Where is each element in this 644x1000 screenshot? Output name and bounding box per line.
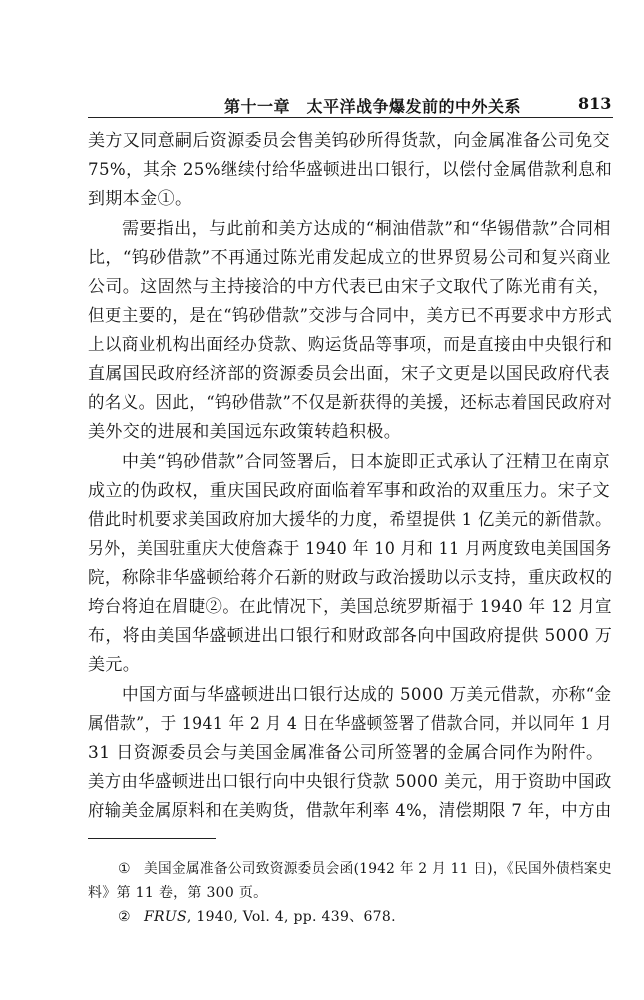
text-line: 院，称除非华盛顿给蒋介石新的财政与政治援助以示支持，重庆政权的: [88, 568, 613, 588]
running-header-chapter-title: 第十一章 太平洋战争爆发前的中外关系: [224, 97, 522, 116]
footnote-1-marker: ①: [118, 861, 131, 877]
text-line: 到期本金①。: [88, 189, 193, 209]
text-line: 另外，美国驻重庆大使詹森于 1940 年 10 月和 11 月两度致电美国国务: [88, 539, 612, 559]
page-number: 813: [578, 94, 612, 113]
text-line: 上以商业机构出面经办贷款、购运货品等事项，而是直接由中央银行和: [88, 335, 613, 355]
text-line: 直属国民政府经济部的资源委员会出面，宋子文更是以国民政府代表: [88, 364, 610, 384]
text-line: 公司。这固然与主持接洽的中方代表已由宋子文取代了陈光甫有关，: [88, 277, 610, 297]
text-line: 中美“钨砂借款”合同签署后，日本旋即正式承认了汪精卫在南京: [122, 452, 610, 472]
footnote-2-marker: ②: [118, 909, 131, 925]
footnote-1-line-2: 料》第 11 卷，第 300 页。: [88, 885, 268, 901]
text-line: 需要指出，与此前和美方达成的“桐油借款”和“华锡借款”合同相: [122, 219, 611, 239]
text-line: 布，将由美国华盛顿进出口银行和财政部各向中国政府提供 5000 万: [88, 626, 613, 646]
text-line: 美外交的进展和美国远东政策转趋积极。: [88, 422, 402, 442]
text-line: 但更主要的，是在“钨砂借款”交涉与合同中，美方已不再要求中方形式: [88, 306, 613, 326]
text-line: 比，“钨砂借款”不再通过陈光甫发起成立的世界贸易公司和复兴商业: [88, 248, 611, 268]
text-line: 美元。: [88, 655, 141, 675]
header-rule: [88, 117, 613, 118]
text-line: 75%，其余 25%继续付给华盛顿进出口银行，以偿付金属借款利息和: [88, 160, 613, 180]
text-line: 借此时机要求美国政府加大援华的力度，希望提供 1 亿美元的新借款。: [88, 510, 612, 530]
text-line: 美方又同意嗣后资源委员会售美钨砂所得货款，向金属准备公司免交: [88, 131, 610, 151]
text-line: 美方由华盛顿进出口银行向中央银行贷款 5000 美元，用于资助中国政: [88, 772, 612, 792]
text-line: 31 日资源委员会与美国金属准备公司所签署的金属合同作为附件。: [88, 743, 604, 763]
footnote-2-source-abbrev: FRUS: [144, 909, 187, 925]
text-line: 的名义。因此，“钨砂借款”不仅是新获得的美援，还标志着国民政府对: [88, 393, 613, 413]
footnote-2-line: [144, 908, 396, 926]
footnote-1-line-1: 美国金属准备公司致资源委员会函(1942 年 2 月 11 日)，《民国外债档案史: [144, 861, 612, 877]
footnote-rule: [88, 838, 216, 839]
footnote-2-source-details: , 1940, Vol. 4, pp. 439、678.: [186, 909, 396, 925]
text-line: 中国方面与华盛顿进出口银行达成的 5000 万美元借款，亦称“金: [122, 685, 612, 705]
text-line: 成立的伪政权，重庆国民政府面临着军事和政治的双重压力。宋子文: [88, 481, 610, 501]
text-line: 属借款”，于 1941 年 2 月 4 日在华盛顿签署了借款合同，并以同年 1 月: [88, 714, 613, 734]
text-line: 垮台将迫在眉睫②。在此情况下，美国总统罗斯福于 1940 年 12 月宣: [88, 597, 612, 617]
text-line: 府输美金属原料和在美购货，借款年利率 4%，清偿期限 7 年，中方由: [88, 801, 612, 821]
